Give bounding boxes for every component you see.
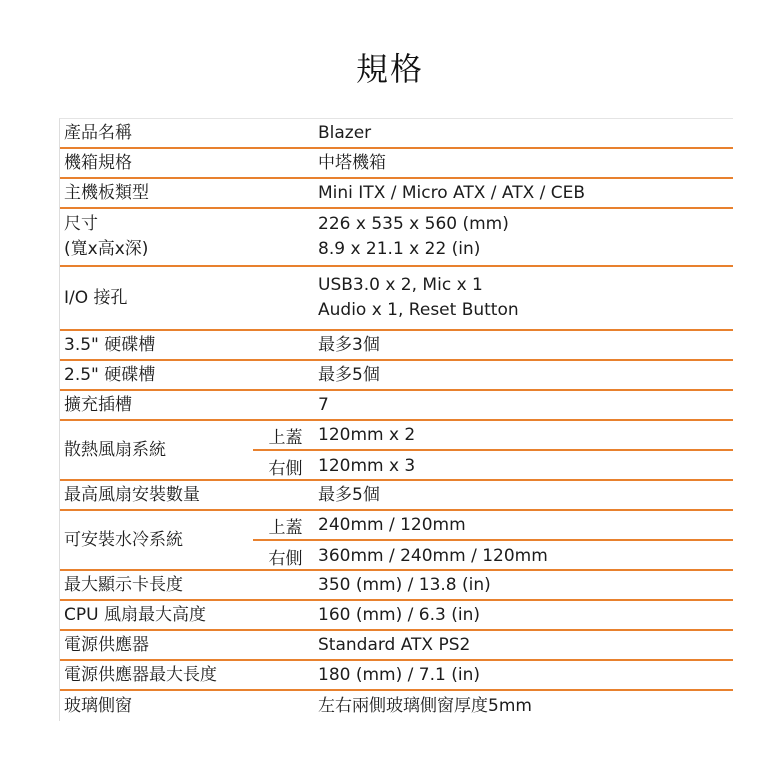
spec-row-dimensions [60, 209, 733, 267]
spec-value [318, 209, 509, 265]
spec-row-expansion-slots [60, 391, 733, 421]
spec-value: 7 [318, 394, 329, 415]
spec-sub-row [253, 451, 733, 481]
spec-value: 最多3個 [318, 334, 380, 355]
spec-label-line: (寬x高x深) [64, 239, 149, 259]
spec-sub-label: 上蓋 [268, 517, 303, 538]
spec-label: 機箱規格 [64, 152, 132, 173]
spec-sub-label: 右側 [268, 548, 303, 569]
spec-row-liquid-cooling [60, 511, 733, 571]
spec-label: 產品名稱 [64, 122, 132, 143]
spec-label: 最高風扇安裝數量 [64, 484, 200, 505]
spec-value-line: 8.9 x 21.1 x 22 (in) [318, 239, 481, 259]
spec-value: Blazer [318, 122, 372, 143]
spec-value: 160 (mm) / 6.3 (in) [318, 604, 480, 625]
spec-label: 擴充插槽 [64, 394, 132, 415]
spec-label: 2.5" 硬碟槽 [64, 364, 156, 385]
spec-sub-value: 240mm / 120mm [318, 515, 466, 535]
spec-row-max-fans [60, 481, 733, 511]
spec-sub-value: 120mm x 3 [318, 456, 416, 476]
spec-value: Mini ITX / Micro ATX / ATX / CEB [318, 182, 586, 203]
page-title: 規格 [355, 50, 424, 88]
spec-row-product-name [60, 119, 733, 149]
spec-row-motherboard [60, 179, 733, 209]
spec-value: 180 (mm) / 7.1 (in) [318, 664, 480, 685]
spec-sub-label: 上蓋 [268, 427, 303, 448]
spec-row-psu-length [60, 661, 733, 691]
spec-table [59, 118, 733, 721]
spec-value-line: Audio x 1, Reset Button [318, 300, 519, 320]
spec-sub-row [253, 541, 733, 571]
spec-row-25-bays [60, 361, 733, 391]
spec-label: I/O 接孔 [64, 287, 128, 308]
spec-sub-value: 360mm / 240mm / 120mm [318, 546, 548, 566]
spec-value: 最多5個 [318, 364, 380, 385]
spec-label: 可安裝水冷系統 [64, 529, 183, 550]
spec-value: 最多5個 [318, 484, 380, 505]
spec-label: 3.5" 硬碟槽 [64, 334, 156, 355]
spec-label: 最大顯示卡長度 [64, 574, 183, 595]
spec-row-psu [60, 631, 733, 661]
spec-sub-table [253, 511, 733, 569]
spec-row-case-type [60, 149, 733, 179]
spec-sub-row [253, 421, 733, 451]
spec-sub-row [253, 511, 733, 541]
spec-row-gpu-length [60, 571, 733, 601]
spec-value: 左右兩側玻璃側窗厚度5mm [318, 695, 532, 716]
spec-value-line: USB3.0 x 2, Mic x 1 [318, 275, 483, 295]
spec-value: 350 (mm) / 13.8 (in) [318, 574, 491, 595]
spec-value [318, 267, 519, 329]
spec-label: CPU 風扇最大高度 [64, 604, 206, 625]
spec-label: 散熱風扇系統 [64, 439, 166, 460]
spec-value-line: 226 x 535 x 560 (mm) [318, 214, 509, 234]
spec-label: 電源供應器 [64, 634, 149, 655]
spec-sub-label: 右側 [268, 458, 303, 479]
spec-label: 玻璃側窗 [64, 695, 132, 716]
spec-sub-table [253, 421, 733, 479]
spec-row-glass-panel [60, 691, 733, 721]
spec-row-io-ports [60, 267, 733, 331]
spec-row-35-bays [60, 331, 733, 361]
spec-value: 中塔機箱 [318, 152, 386, 173]
spec-row-cpu-cooler-height [60, 601, 733, 631]
spec-value: Standard ATX PS2 [318, 634, 471, 655]
spec-row-fan-system [60, 421, 733, 481]
spec-label: 電源供應器最大長度 [64, 664, 217, 685]
spec-label: 主機板類型 [64, 182, 149, 203]
spec-sub-value: 120mm x 2 [318, 425, 416, 445]
spec-label-line: 尺寸 [64, 214, 98, 234]
spec-label [64, 209, 148, 265]
